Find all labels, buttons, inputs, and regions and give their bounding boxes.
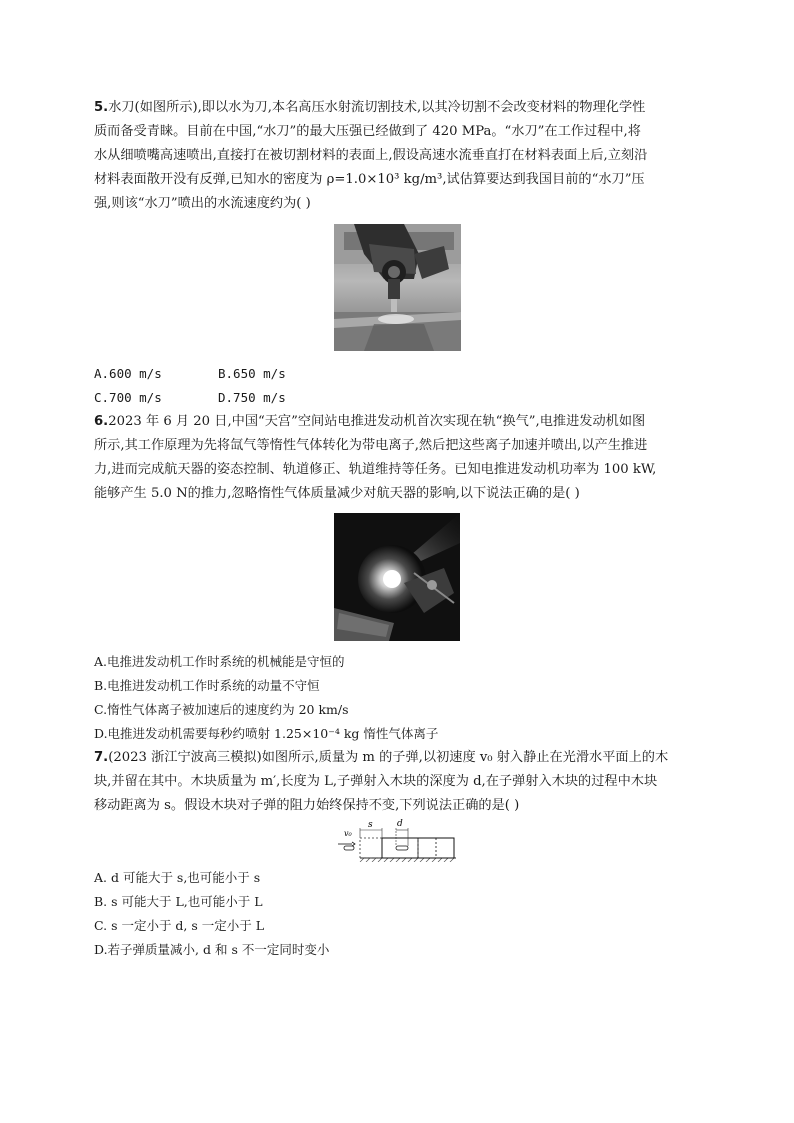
- ion-thruster-photo: [334, 513, 460, 641]
- q5-line-2: 质而备受青睐。目前在中国,“水刀”的最大压强已经做到了 420 MPa。“水刀”在工作过程中,将: [94, 124, 641, 139]
- water-jet-cutter-photo: [334, 224, 461, 351]
- q5-line-3: 水从细喷嘴高速喷出,直接打在被切割材料的表面上,假设高速水流垂直打在材料表面上后,立刻沿: [94, 148, 648, 163]
- label-v0: v₀: [344, 829, 352, 838]
- bullet-block-diagram: [338, 818, 458, 862]
- q5-option-a: A.600 m/s: [94, 366, 162, 381]
- q6-option-b: B.电推进发动机工作时系统的动量不守恒: [94, 678, 320, 693]
- q6-text-1: 2023 年 6 月 20 日,中国“天宫”空间站电推进发动机首次实现在轨“换气”,电推进发动机如图: [108, 414, 646, 429]
- q7-line-3: 移动距离为 s。假设木块对子弹的阻力始终保持不变,下列说法正确的是( ): [94, 798, 520, 813]
- q5-text-1: 水刀(如图所示),即以水为刀,本名高压水射流切割技术,以其冷切割不会改变材料的物理化学性: [108, 100, 646, 115]
- q7-option-d: D.若子弹质量减小, d 和 s 不一定同时变小: [94, 942, 330, 957]
- q7-option-c: C. s 一定小于 d, s 一定小于 L: [94, 918, 265, 933]
- q7-option-a: A. d 可能大于 s,也可能小于 s: [94, 870, 261, 885]
- q5-line-1: [94, 100, 645, 116]
- q7-line-2: 块,并留在其中。木块质量为 m′,长度为 L,子弹射入木块的深度为 d,在子弹射入木块的过程中木块: [94, 774, 658, 789]
- q6-number: 6.: [94, 414, 109, 429]
- q6-line-4: 能够产生 5.0 N的推力,忽略惰性气体质量减少对航天器的影响,以下说法正确的是( ): [94, 486, 580, 501]
- q5-option-c: C.700 m/s: [94, 390, 162, 405]
- q5-number: 5.: [94, 100, 109, 115]
- q7-text-1: (2023 浙江宁波高三模拟)如图所示,质量为 m 的子弹,以初速度 v₀ 射入静止在光滑水平面上的木: [108, 750, 669, 765]
- q6-option-a: A.电推进发动机工作时系统的机械能是守恒的: [94, 654, 345, 669]
- q6-line-1: [94, 414, 645, 430]
- q6-line-3: 力,进而完成航天器的姿态控制、轨道修正、轨道维持等任务。已知电推进发动机功率为 100 kW,: [94, 462, 657, 477]
- label-d: d: [397, 819, 403, 829]
- q5-line-5: 强,则该“水刀”喷出的水流速度约为( ): [94, 196, 311, 211]
- q5-option-d: D.750 m/s: [218, 390, 286, 405]
- q6-option-d: D.电推进发动机需要每秒约喷射 1.25×10⁻⁴ kg 惰性气体离子: [94, 726, 439, 741]
- q5-option-b: B.650 m/s: [218, 366, 286, 381]
- q7-number: 7.: [94, 750, 109, 765]
- q7-line-1: [94, 750, 668, 766]
- q6-line-2: 所示,其工作原理为先将氙气等惰性气体转化为带电离子,然后把这些离子加速并喷出,以产生推进: [94, 438, 648, 453]
- q7-option-b: B. s 可能大于 L,也可能小于 L: [94, 894, 263, 909]
- q6-option-c: C.惰性气体离子被加速后的速度约为 20 km/s: [94, 702, 349, 717]
- label-s: s: [368, 820, 373, 830]
- q5-line-4: 材料表面散开没有反弹,已知水的密度为 ρ=1.0×10³ kg/m³,试估算要达到我国目前的“水刀”压: [94, 172, 645, 187]
